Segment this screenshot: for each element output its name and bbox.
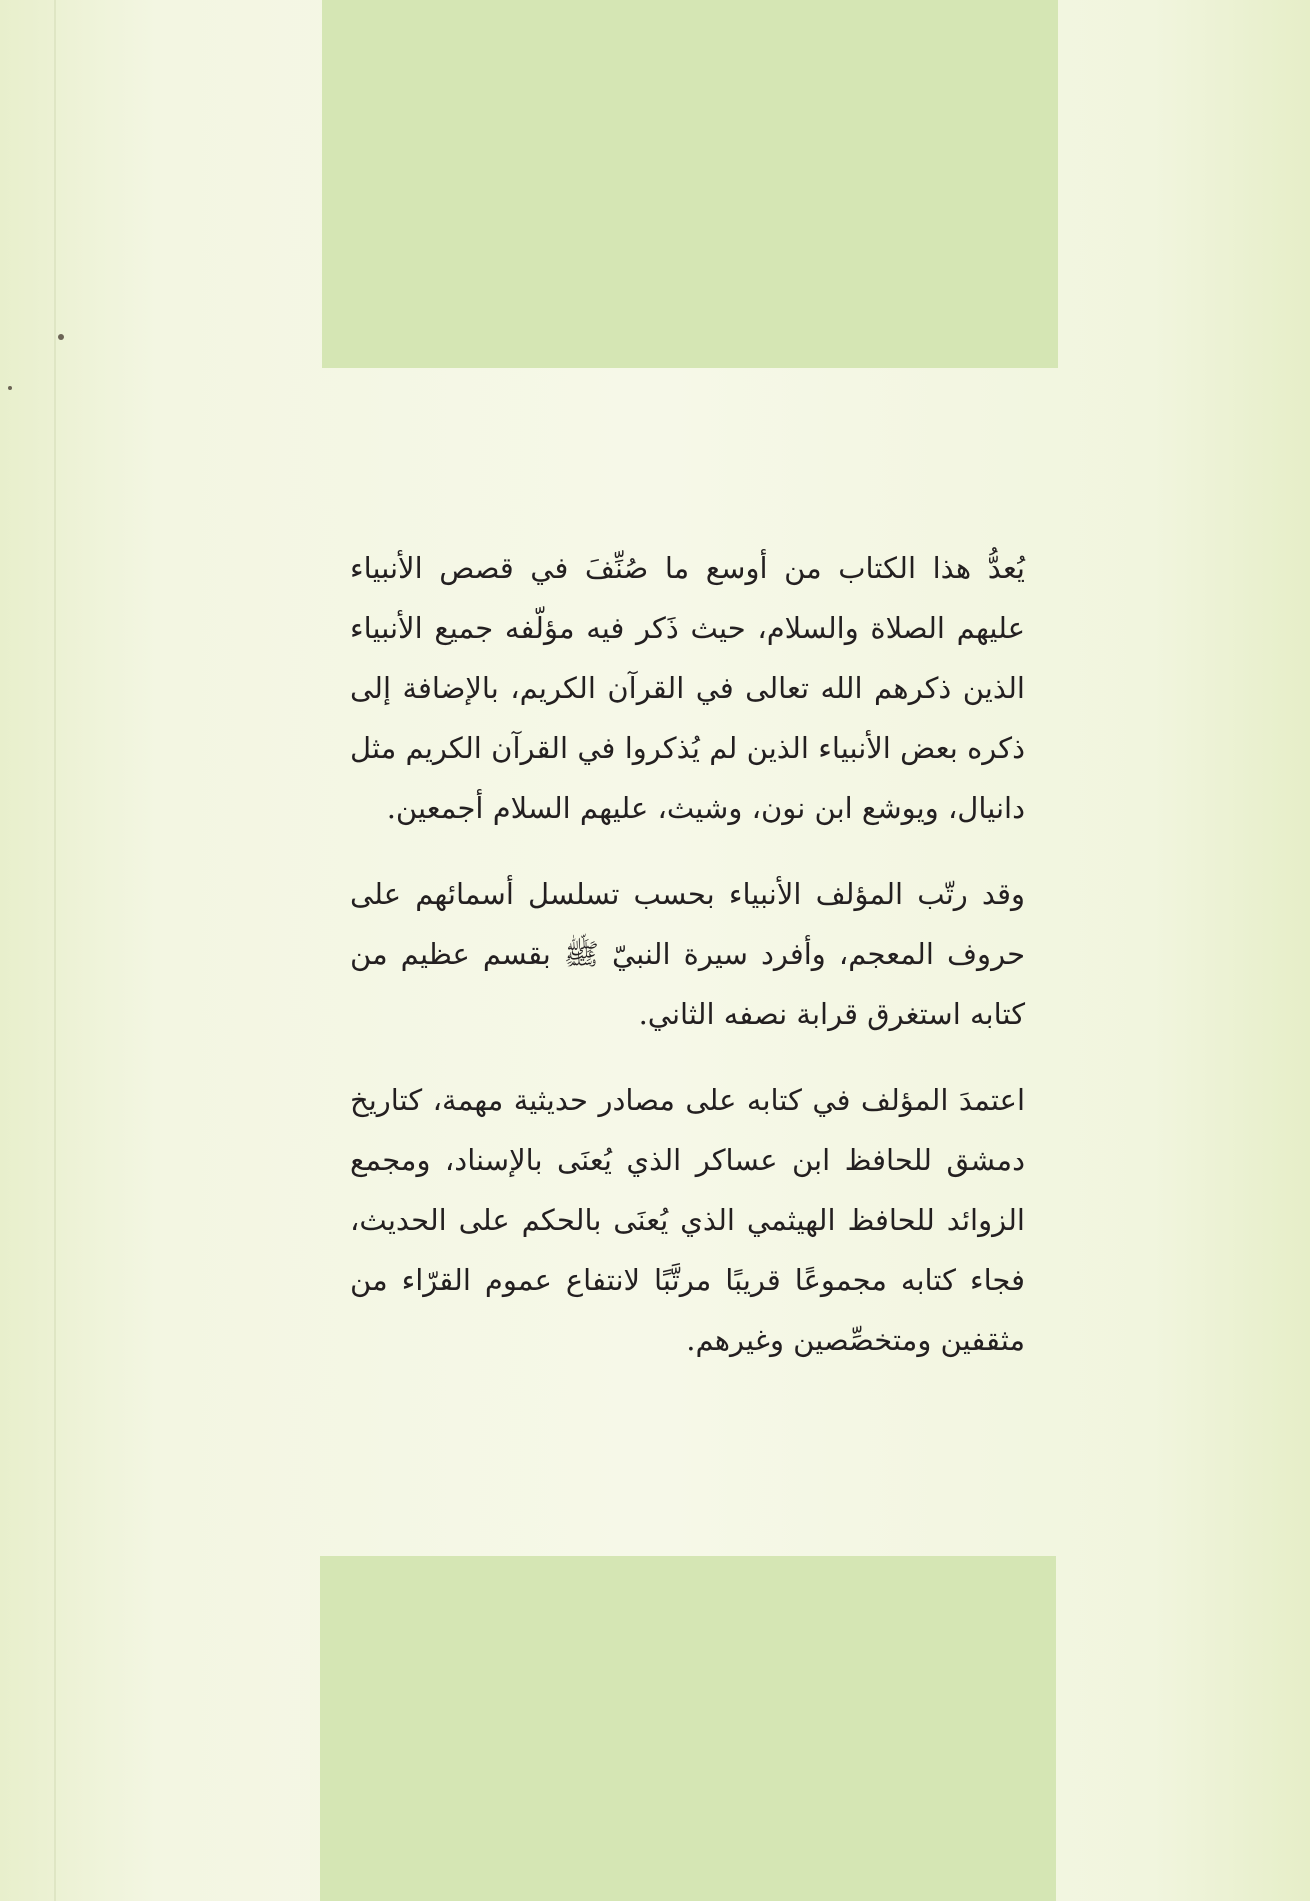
top-color-block	[322, 0, 1058, 368]
blurb-paragraph-2: وقد رتّب المؤلف الأنبياء بحسب تسلسل أسمائهم على حروف المعجم، وأفرد سيرة النبيّ ﷺ بقسم عظيم من كتابه استغرق قرابة نصفه الثاني.	[350, 877, 1025, 1031]
blurb-text	[350, 538, 1025, 1396]
blurb-paragraph-3: اعتمدَ المؤلف في كتابه على مصادر حديثية مهمة، كتاريخ دمشق للحافظ ابن عساكر الذي يُعنَى بالإسناد، ومجمع الزوائد للحافظ الهيثمي الذي يُعنَى بالحكم على الحديث، فجاء كتابه مجموعًا قريبًا مرتَّبًا لانتفاع عموم القرّاء من مثقفين ومتخصِّصين وغيرهم.	[350, 1083, 1025, 1357]
spine-edge	[54, 0, 56, 1901]
paper-speck	[8, 386, 12, 390]
paper-speck	[58, 334, 64, 340]
bottom-color-block	[320, 1556, 1056, 1901]
blurb-paragraph-1: يُعدُّ هذا الكتاب من أوسع ما صُنِّفَ في قصص الأنبياء عليهم الصلاة والسلام، حيث ذَكر فيه مؤلّفه جميع الأنبياء الذين ذكرهم الله تعالى في القرآن الكريم، بالإضافة إلى ذكره بعض الأنبياء الذين لم يُذكروا في القرآن الكريم مثل دانيال، ويوشع ابن نون، وشيث، عليهم السلام أجمعين.	[350, 551, 1025, 825]
